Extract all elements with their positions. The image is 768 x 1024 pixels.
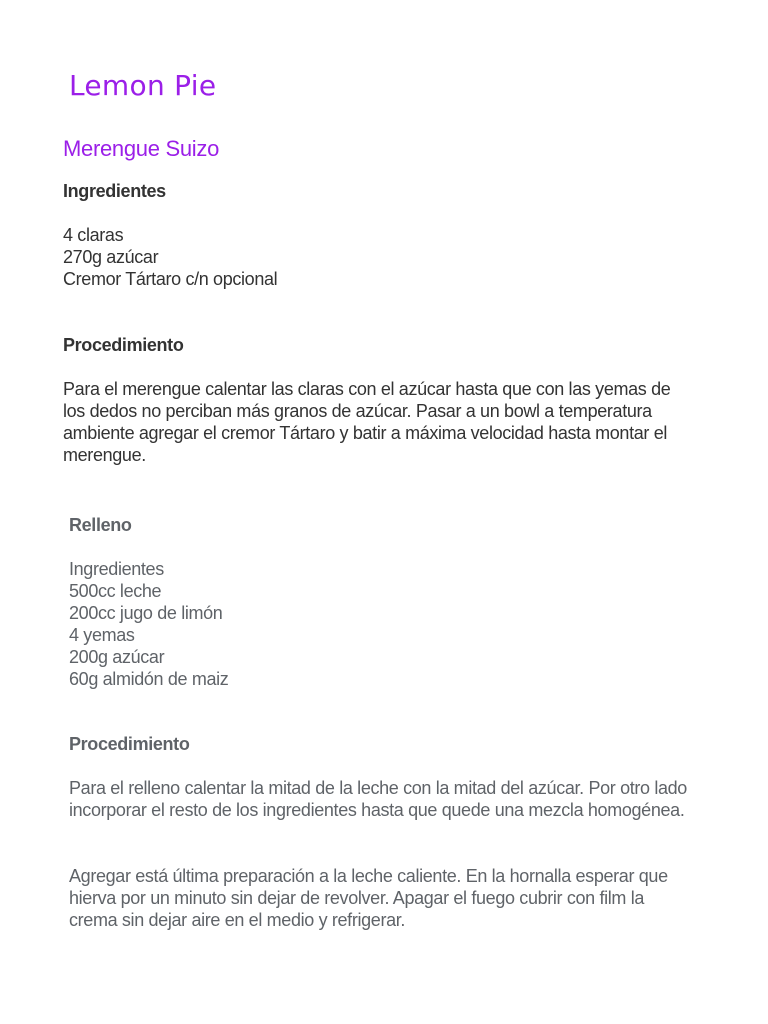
ingredient-item: 4 claras — [63, 225, 124, 245]
relleno-procedure-heading: Procedimiento — [69, 734, 190, 754]
merengue-procedure-heading: Procedimiento — [63, 335, 184, 355]
ingredient-item: 500cc leche — [69, 581, 162, 601]
ingredient-item: 60g almidón de maiz — [69, 669, 229, 689]
merengue-ingredients-list — [63, 224, 277, 290]
relleno-ingredients-list — [69, 558, 228, 690]
relleno-heading: Relleno — [69, 515, 132, 535]
ingredient-item: 4 yemas — [69, 625, 135, 645]
ingredient-item: 270g azúcar — [63, 247, 159, 267]
merengue-procedure-text: Para el merengue calentar las claras con el azúcar hasta que con las yemas de los dedos no perciban más granos de azúcar. Pasar a un bowl a temperatura ambiente agregar el cremor Tártaro y batir a máxima velocidad hasta montar el merengue. — [63, 379, 671, 465]
ingredient-item: 200cc jugo de limón — [69, 603, 223, 623]
merengue-section-title: Merengue Suizo — [63, 136, 220, 161]
ingredients-label: Ingredientes — [69, 559, 164, 579]
relleno-procedure-text-1: Para el relleno calentar la mitad de la leche con la mitad del azúcar. Por otro lado incorporar el resto de los ingredientes hasta que quede una mezcla homogénea. — [69, 778, 687, 820]
ingredient-item: 200g azúcar — [69, 647, 165, 667]
ingredient-item: Cremor Tártaro c/n opcional — [63, 269, 278, 289]
relleno-procedure-text-2: Agregar está última preparación a la leche caliente. En la hornalla esperar que hierva por un minuto sin dejar de revolver. Apagar el fuego cubrir con film la crema sin dejar aire en el medio y refrigerar. — [69, 866, 668, 930]
merengue-ingredients-heading: Ingredientes — [63, 181, 166, 201]
page-title: Lemon Pie — [69, 69, 217, 102]
